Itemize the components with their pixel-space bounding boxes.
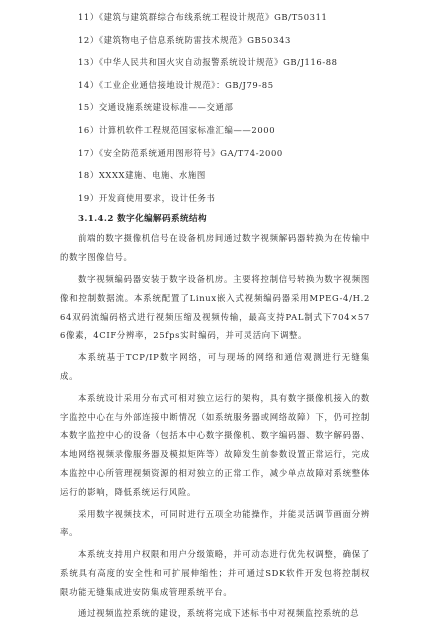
section-heading: 3.1.4.2 数字化编解码系统结构 bbox=[78, 214, 208, 225]
reference-item: 19）开发商使用要求，设计任务书 bbox=[78, 192, 216, 203]
reference-item: 16）计算机软件工程规范国家标准汇编——2000 bbox=[78, 124, 276, 135]
reference-item: 12）《建筑物电子信息系统防雷技术规范》GB50343 bbox=[78, 34, 291, 45]
reference-item: 15）交通设施系统建设标准——交通部 bbox=[78, 102, 234, 113]
body-paragraph: 数字视频编码器安装于数字设备机房。主要将控制信号转换为数字视频图像和控制数据流。本系统配置了Linux嵌入式视频编码器采用MPEG-4/H.264双码流编码格式进行视频压缩及视频传输，最高支持PAL制式下704×576像素，4CIF分辨率，25fps实时编码，并可灵活向下调整。 bbox=[60, 273, 370, 341]
body-paragraph: 本系统设计采用分布式可相对独立运行的架构，具有数字摄像机接入的数字监控中心在与外部连接中断情况（如系统服务器或网络故障）下，仍可控制本数字监控中心的设备（包括本中心数字摄像机、数字编码器、数字解码器、本地网络视频录像服务器及模拟矩阵等）故障发生前参数设置正常运行，完成本监控中心所管理视频资源的相对独立的正常工作，减少单点故障对系统整体运行的影响，降低系统运行风险。 bbox=[60, 392, 370, 497]
reference-item: 17）《安全防范系统通用图形符号》GA/T74-2000 bbox=[78, 147, 283, 158]
reference-list bbox=[60, 6, 370, 209]
reference-item: 11）《建筑与建筑群综合布线系统工程设计规范》GB/T50311 bbox=[78, 12, 328, 22]
reference-item: 14）《工业企业通信接地设计规范》：GB/J79-85 bbox=[78, 79, 274, 90]
body-paragraph: 本系统支持用户权限和用户分级策略，并可动态进行优先权调整，确保了系统具有高度的安全性和可扩展伸缩性；并可通过SDK软件开发包将控制权限功能无缝集成进安防集成管理系统平台。 bbox=[60, 549, 370, 597]
body-paragraph: 通过视频监控系统的建设，系统将完成下述标书中对视频监控系统的总 bbox=[78, 608, 360, 619]
body-paragraph: 前端的数字摄像机信号在设备机房间通过数字视频解码器转换为在传输中的数字图像信号。 bbox=[60, 233, 370, 263]
reference-item: 18）XXXX建施、电施、水施图 bbox=[78, 170, 206, 181]
body-paragraph: 采用数字视频技术，可同时进行五项全功能操作，并能灵活调节画面分辨率。 bbox=[60, 508, 370, 538]
body-paragraph: 本系统基于TCP/IP数字网络，可与现场的网络和通信观测进行无缝集成。 bbox=[60, 352, 370, 381]
reference-item: 13）《中华人民共和国火灾自动报警系统设计规范》GB/J116-88 bbox=[78, 57, 338, 68]
